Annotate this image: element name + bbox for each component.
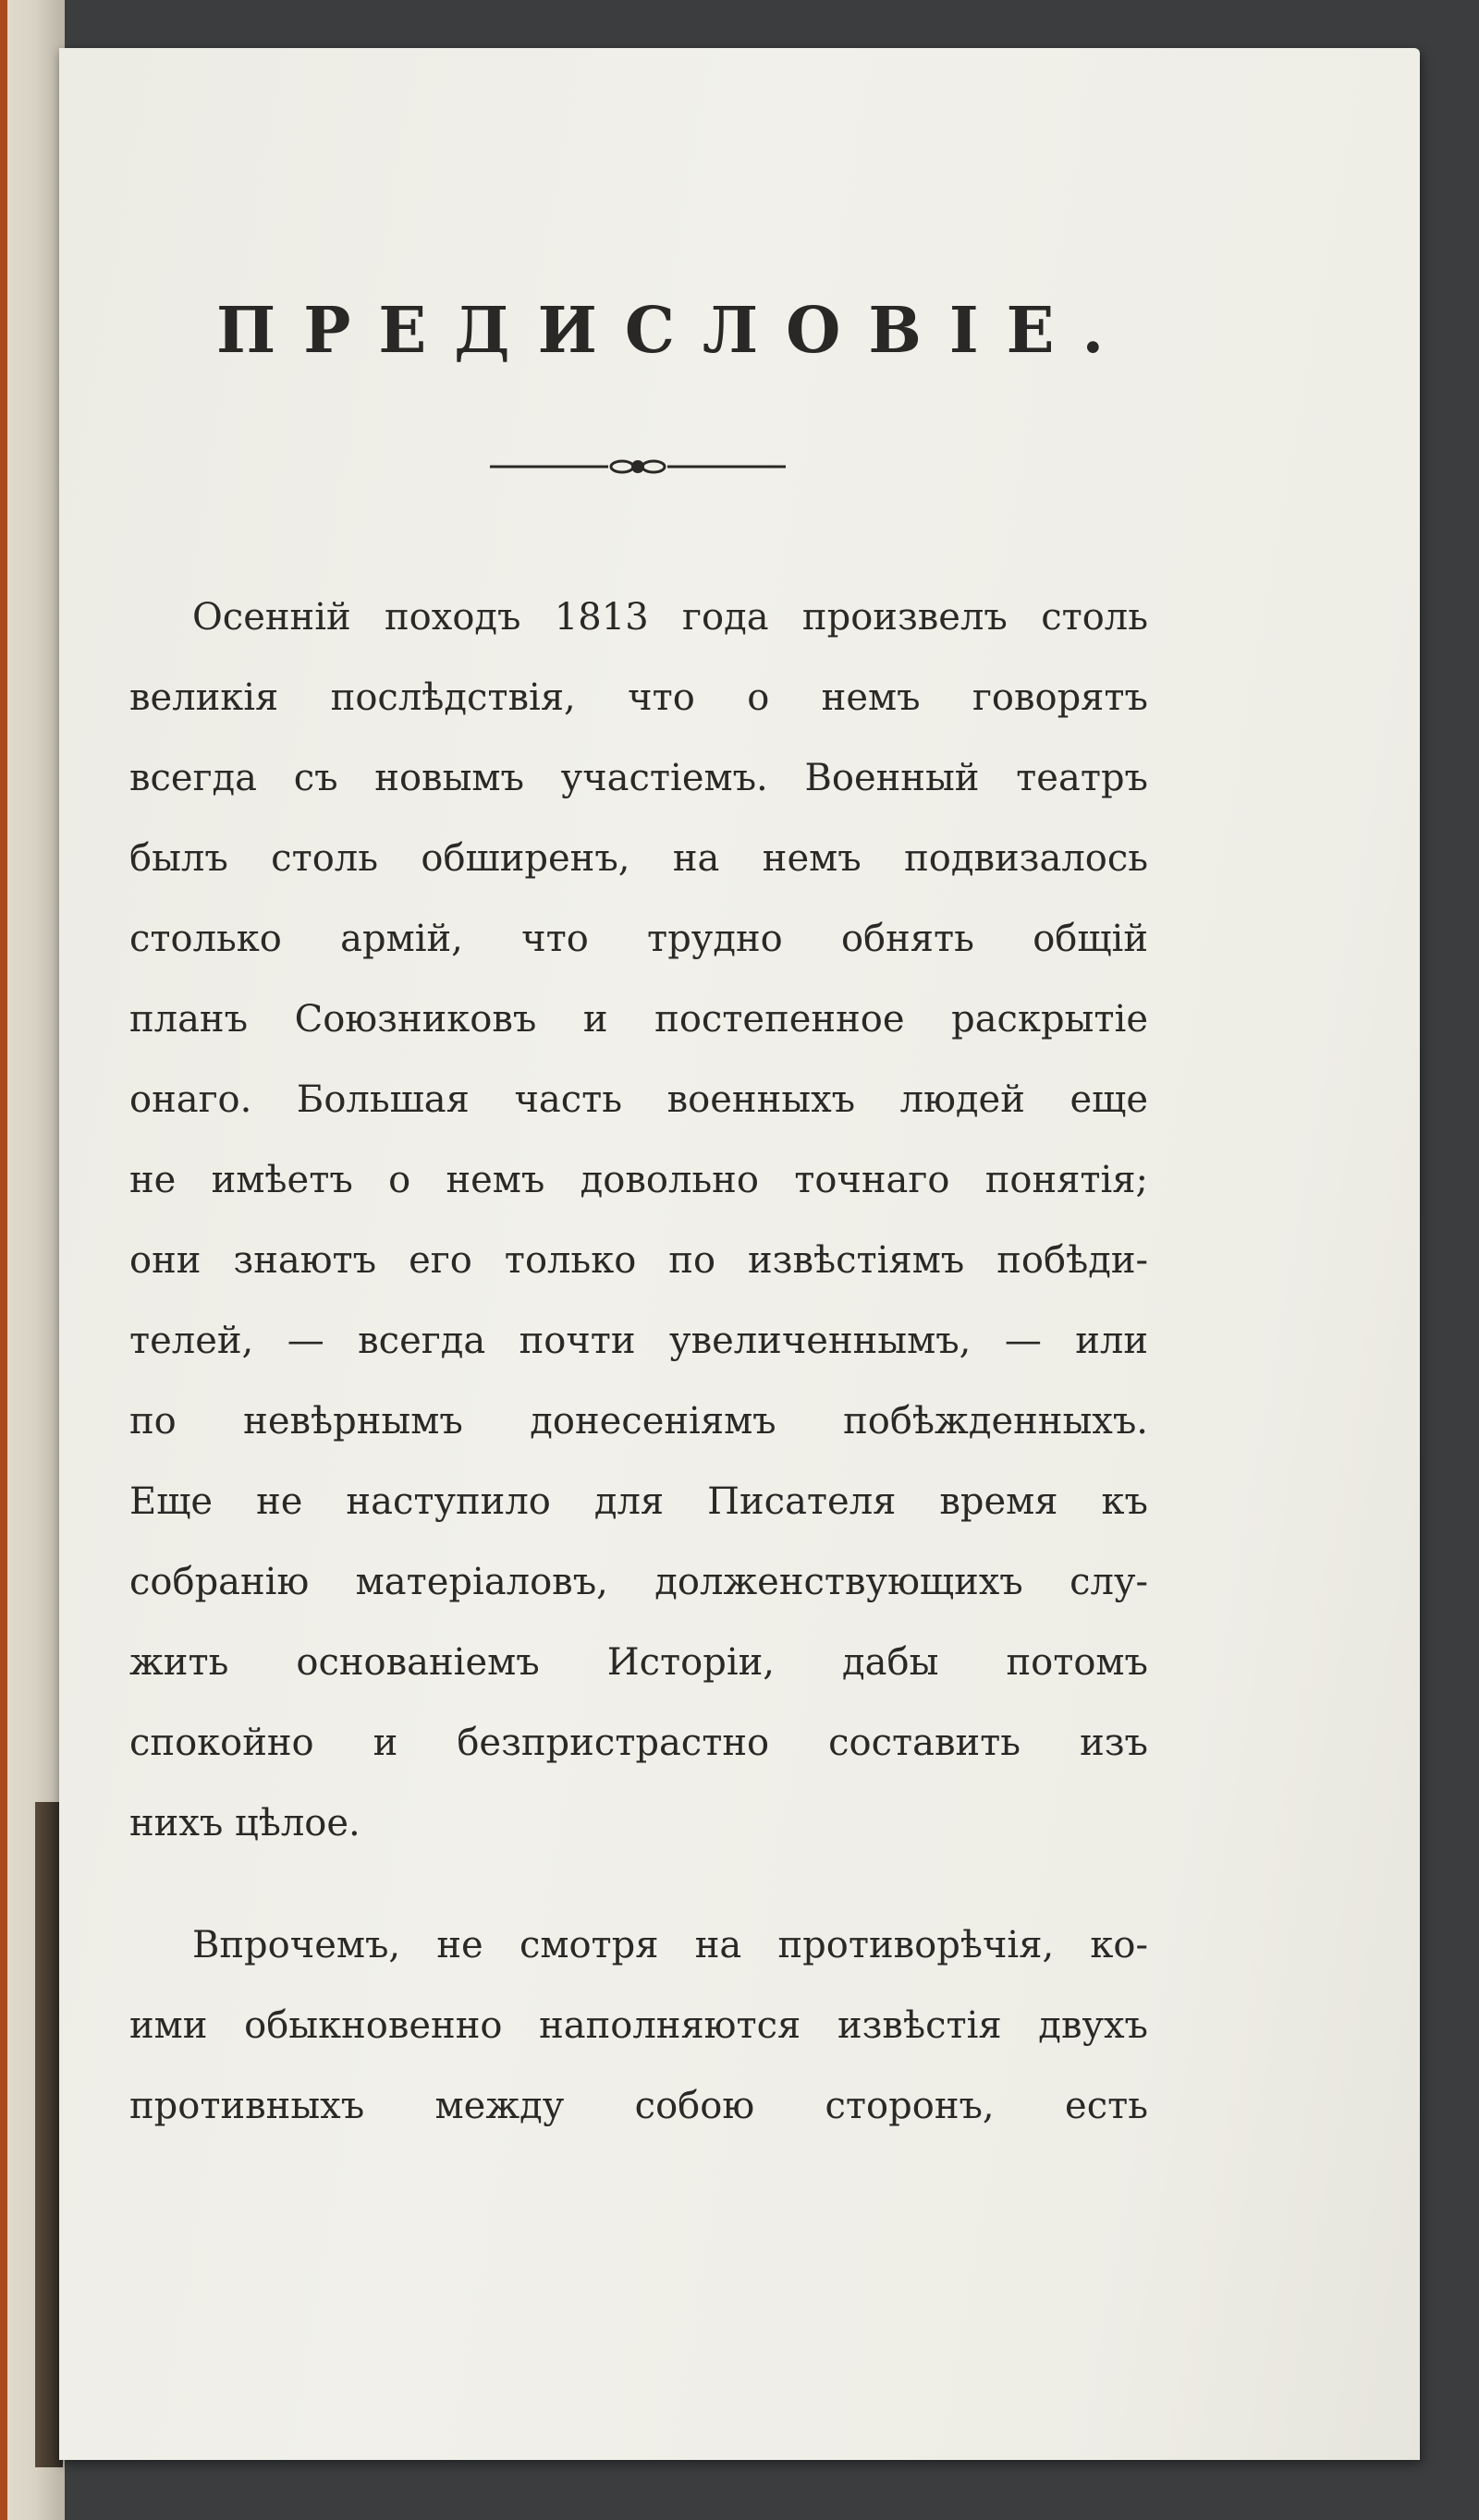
text-line: спокойно и безпристрастно составить изъ [129, 1722, 1148, 1764]
paragraph [129, 1905, 1148, 2147]
text-line: собранію матеріаловъ, долженствующихъ слу- [129, 1561, 1148, 1603]
text-line: по невѣрнымъ донесеніямъ побѣжденныхъ. [129, 1400, 1148, 1443]
body-text [129, 578, 1148, 2147]
page-title: ПРЕДИСЛОВІЕ. [216, 294, 1132, 368]
text-line: столько армій, что трудно обнять общій [129, 918, 1148, 960]
text-line: жить основаніемъ Исторіи, дабы потомъ [129, 1641, 1148, 1684]
text-line: нихъ цѣлое. [129, 1802, 361, 1844]
text-line: они знаютъ его только по извѣстіямъ побѣди- [129, 1239, 1148, 1282]
text-line: Впрочемъ, не смотря на противорѣчія, ко- [192, 1924, 1148, 1966]
text-line: противныхъ между собою сторонъ, есть [129, 2085, 1148, 2127]
decorative-rule-icon [488, 453, 788, 481]
text-line: былъ столь обширенъ, на немъ подвизалось [129, 837, 1148, 880]
text-line: онаго. Большая часть военныхъ людей еще [129, 1078, 1148, 1121]
text-line: Осенній походъ 1813 года произвелъ столь [192, 596, 1148, 639]
text-line: Еще не наступило для Писателя время къ [129, 1480, 1148, 1523]
paragraph [129, 578, 1148, 1864]
book-cover-edge [0, 0, 7, 2520]
text-line: всегда съ новымъ участіемъ. Военный театръ [129, 757, 1148, 799]
text-line: ими обыкновенно наполняются извѣстія двухъ [129, 2004, 1148, 2047]
text-line: великія послѣдствія, что о немъ говорятъ [129, 676, 1148, 719]
text-line: планъ Союзниковъ и постепенное раскрытіе [129, 998, 1148, 1041]
text-line: не имѣетъ о немъ довольно точнаго понятія; [129, 1159, 1148, 1201]
text-line: телей, — всегда почти увеличеннымъ, — или [129, 1320, 1148, 1362]
paragraph-gap [129, 1864, 1148, 1905]
